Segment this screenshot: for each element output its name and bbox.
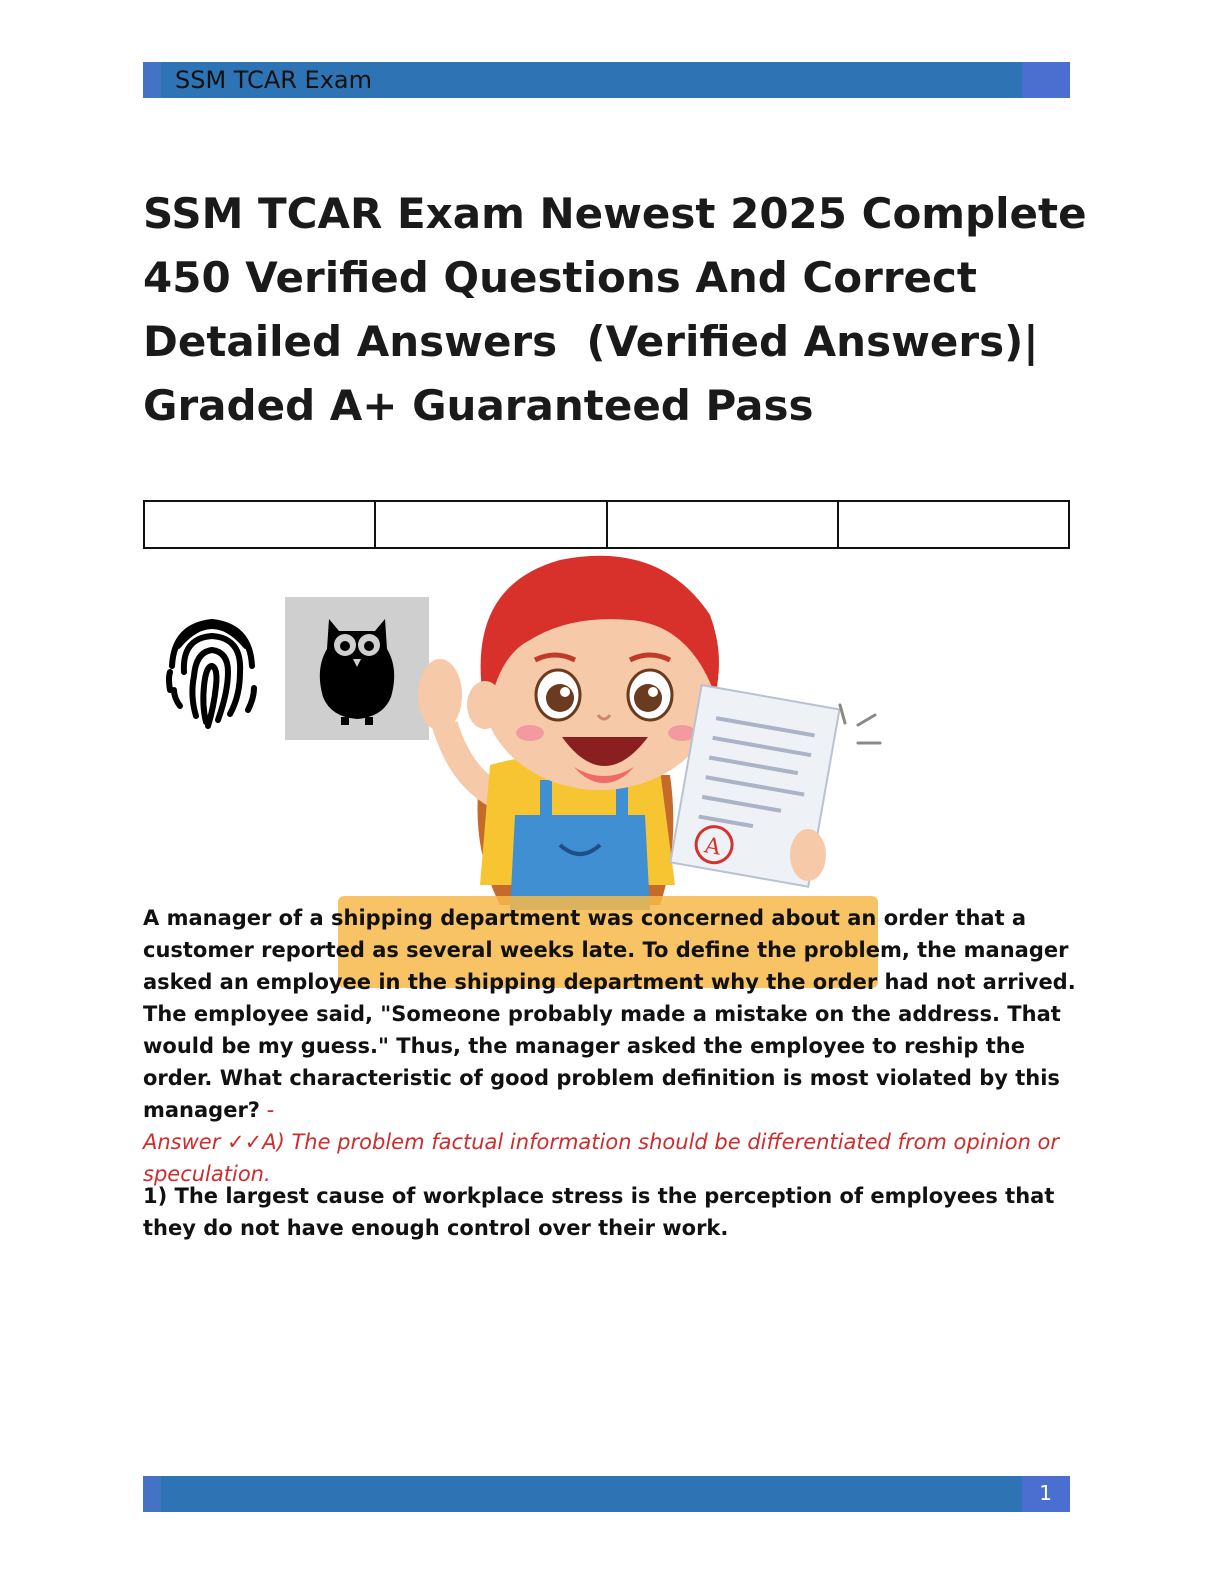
page-number: 1 bbox=[1039, 1481, 1052, 1505]
document-title-line: Graded A+ Guaranteed Pass bbox=[143, 381, 814, 430]
document-title-line: Detailed Answers (Verified Answers)| bbox=[143, 317, 1039, 366]
fingerprint-icon bbox=[160, 606, 264, 730]
table-cell bbox=[839, 502, 1068, 547]
table-cell bbox=[608, 502, 839, 547]
empty-table bbox=[143, 500, 1070, 549]
document-title-line: 450 Verified Questions And Correct bbox=[143, 253, 977, 302]
document-title-line: SSM TCAR Exam Newest 2025 Complete bbox=[143, 189, 1087, 238]
question-1 bbox=[143, 902, 1078, 1190]
header-band-right-accent bbox=[1022, 62, 1070, 98]
document-title bbox=[143, 182, 1087, 438]
header-band-left-accent bbox=[143, 62, 161, 98]
table-cell bbox=[376, 502, 607, 547]
question-1-answer: Answer ✓✓A) The problem factual information should be differentiated from opinion or speculation. bbox=[143, 1130, 1060, 1186]
footer-band-left-accent bbox=[143, 1476, 161, 1512]
answer-separator: - bbox=[260, 1098, 275, 1122]
footer-band bbox=[143, 1476, 1070, 1512]
student-illustration bbox=[330, 545, 890, 910]
header-band bbox=[143, 62, 1070, 98]
header-title: SSM TCAR Exam bbox=[175, 66, 372, 94]
table-cell bbox=[145, 502, 376, 547]
question-1-text: A manager of a shipping department was concerned about an order that a customer reported as several weeks late. To define the problem, the manager asked an employee in the shipping department why the order had not arrived. The employee said, "Someone probably made a mistake on the address. That would be my guess." Thus, the manager asked the employee to reship the order. What characteristic of good problem definition is most violated by this manager? bbox=[143, 906, 1076, 1122]
question-2: 1) The largest cause of workplace stress is the perception of employees that they do not have enough control over their work. bbox=[143, 1184, 1055, 1240]
grade-mark: A bbox=[702, 833, 723, 861]
